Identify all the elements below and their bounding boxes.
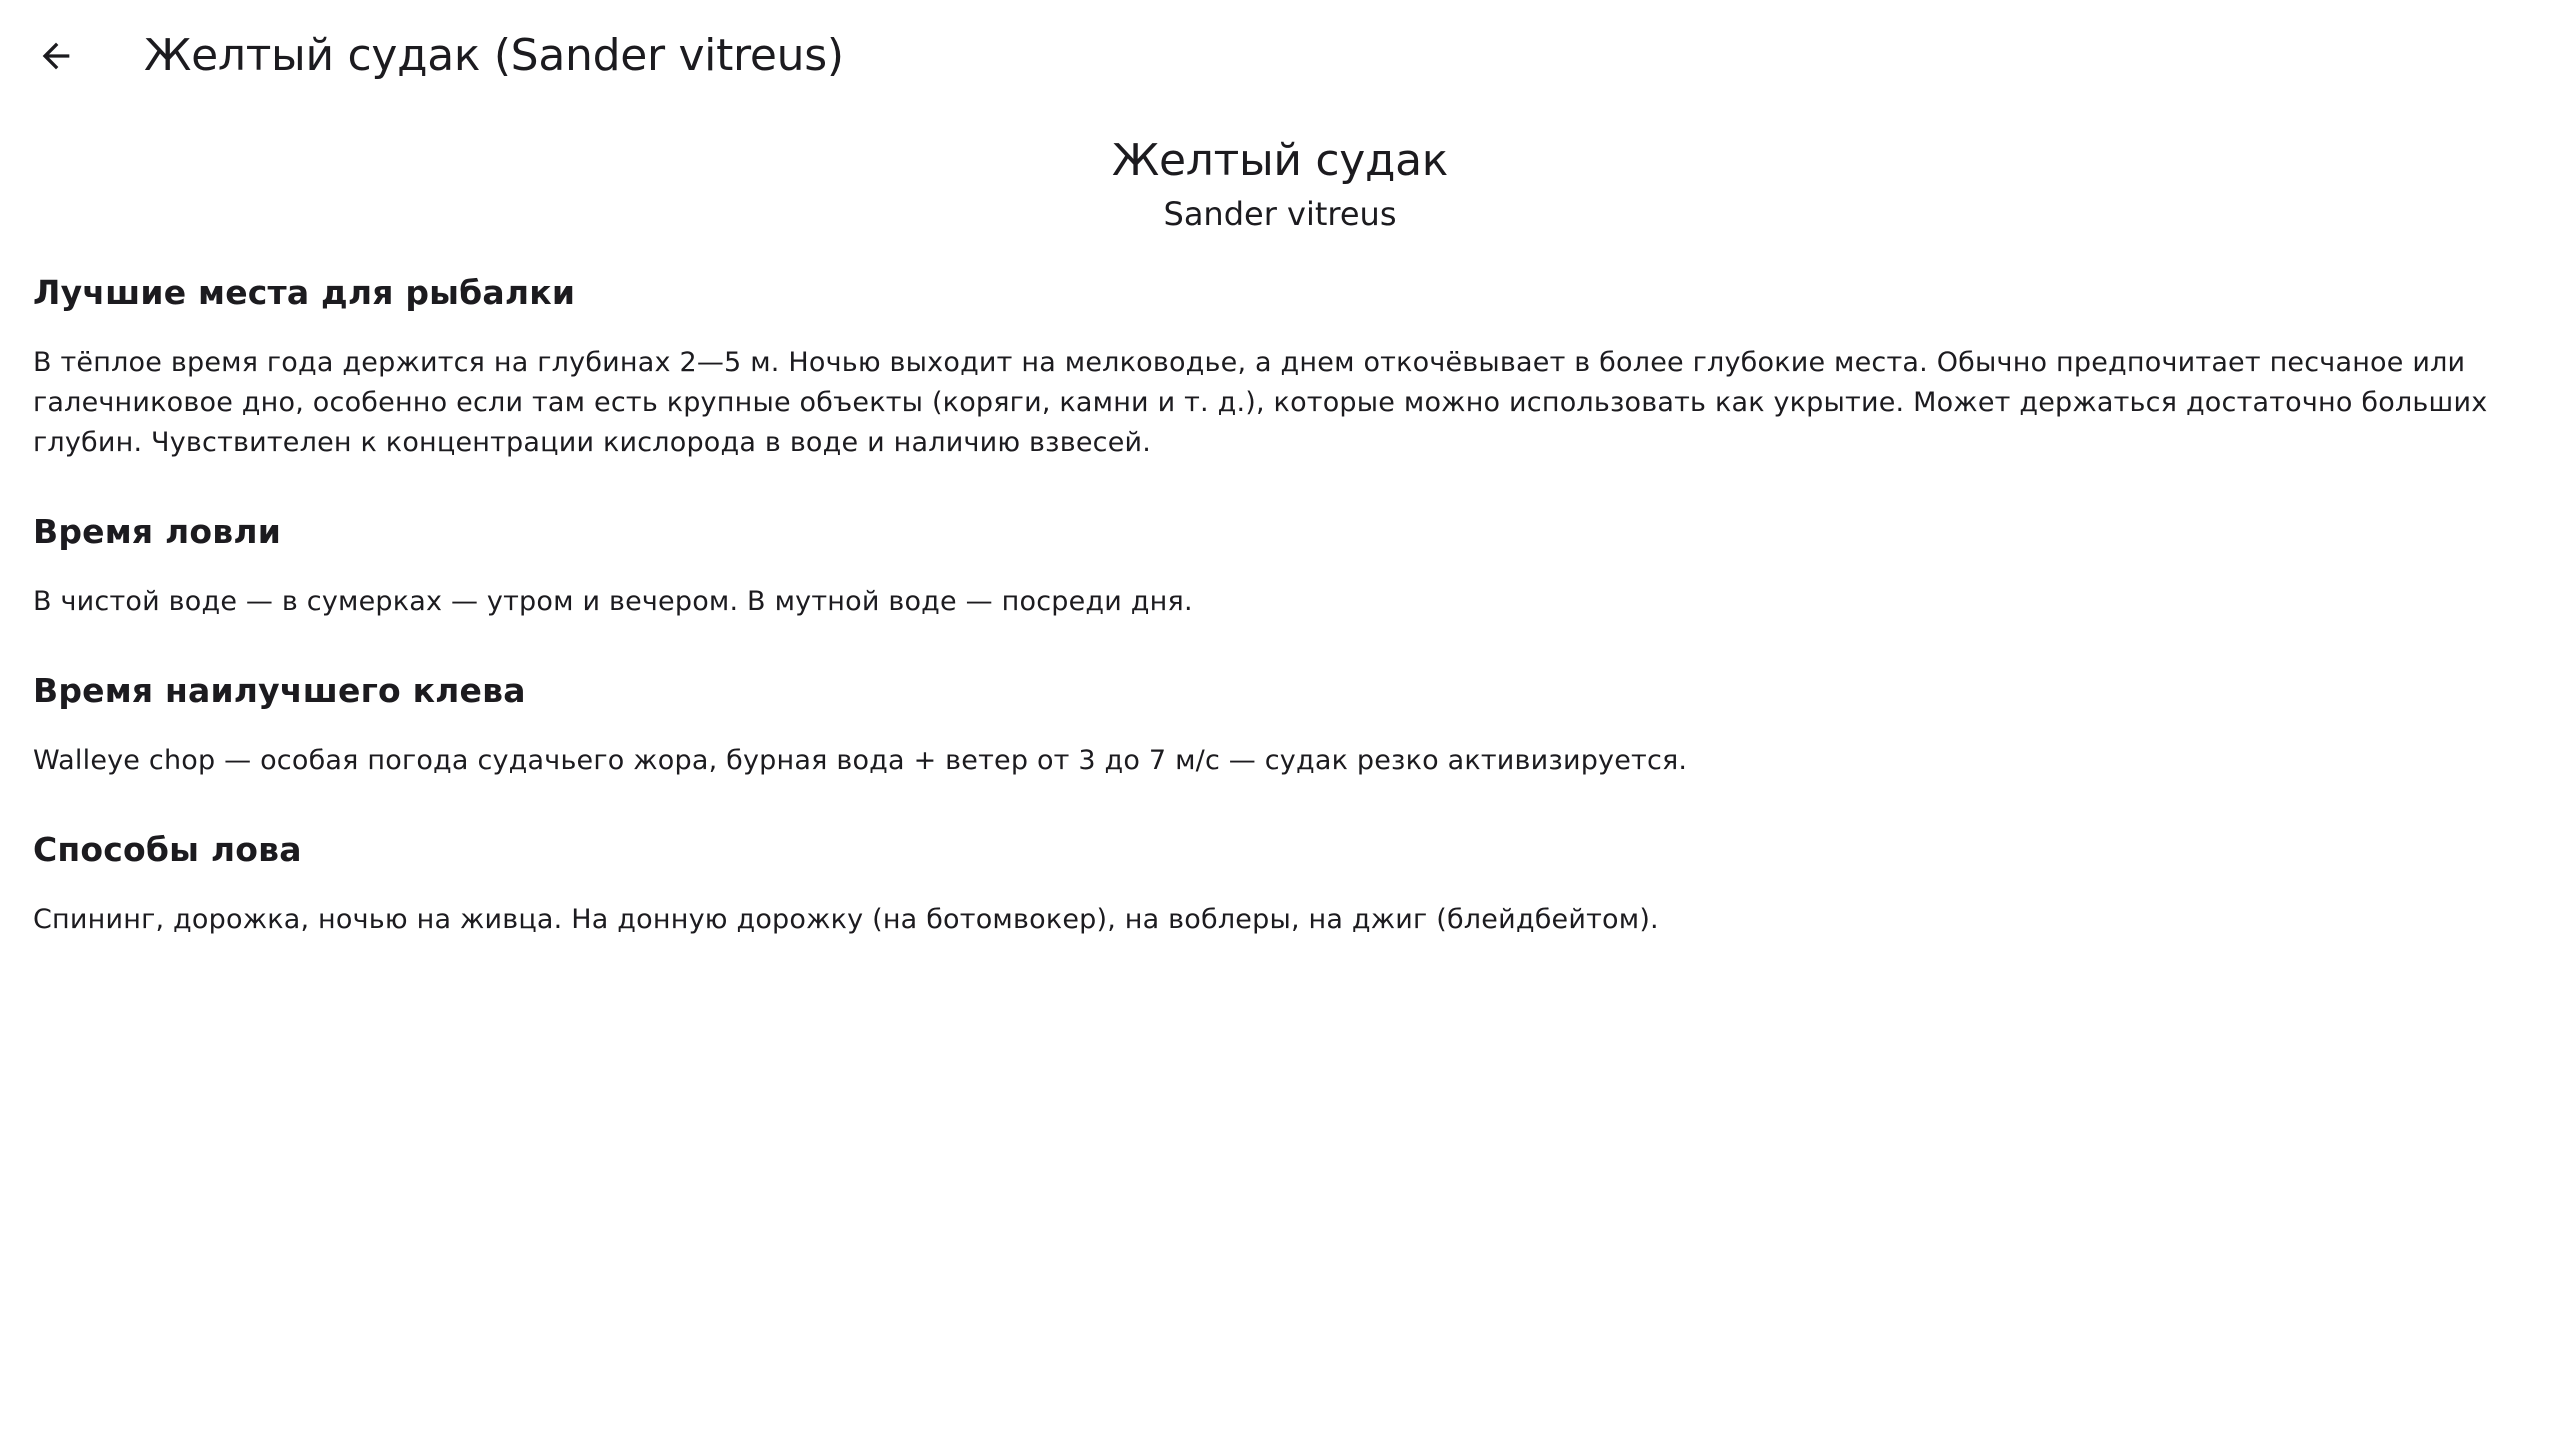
- section-text: В чистой воде — в сумерках — утром и вечером. В мутной воде — посреди дня.: [33, 586, 1193, 617]
- species-details: [33, 270, 2533, 986]
- toolbar-title: Желтый судак (Sander vitreus): [144, 30, 844, 81]
- back-button[interactable]: [21, 21, 91, 91]
- arrow-back-icon: [36, 36, 76, 76]
- species-header: [0, 130, 2560, 236]
- section-title: Время ловли: [33, 512, 282, 551]
- species-common-name: Желтый судак: [1111, 135, 1449, 186]
- section-title: Время наилучшего клева: [33, 671, 526, 710]
- section-text: Walleye chop — особая погода судачьего жора, бурная вода + ветер от 3 до 7 м/с — судак резко активизируется.: [33, 745, 1688, 776]
- section-title: Лучшие места для рыбалки: [33, 273, 576, 312]
- section-title: Способы лова: [33, 830, 302, 869]
- section-text: Спининг, дорожка, ночью на живца. На донную дорожку (на ботомвокер), на воблеры, на джиг (блейдбейтом).: [33, 904, 1659, 935]
- app-bar: [0, 0, 2560, 112]
- section-best-places: [33, 270, 2533, 463]
- section-best-bite-time: [33, 668, 2533, 781]
- section-text: В тёплое время года держится на глубинах 2—5 м. Ночью выходит на мелководье, а днем откочёвывает в более глубокие места. Обычно предпочитает песчаное или галечниковое дно, особенно если там есть крупные объекты (коряги, камни и т. д.), которые можно использовать как укрытие. Может держаться достаточно больших глубин. Чувствителен к концентрации кислорода в воде и наличию взвесей.: [33, 347, 2488, 458]
- section-fishing-methods: [33, 827, 2533, 940]
- species-latin-name: Sander vitreus: [1163, 195, 1397, 233]
- section-fishing-time: [33, 509, 2533, 622]
